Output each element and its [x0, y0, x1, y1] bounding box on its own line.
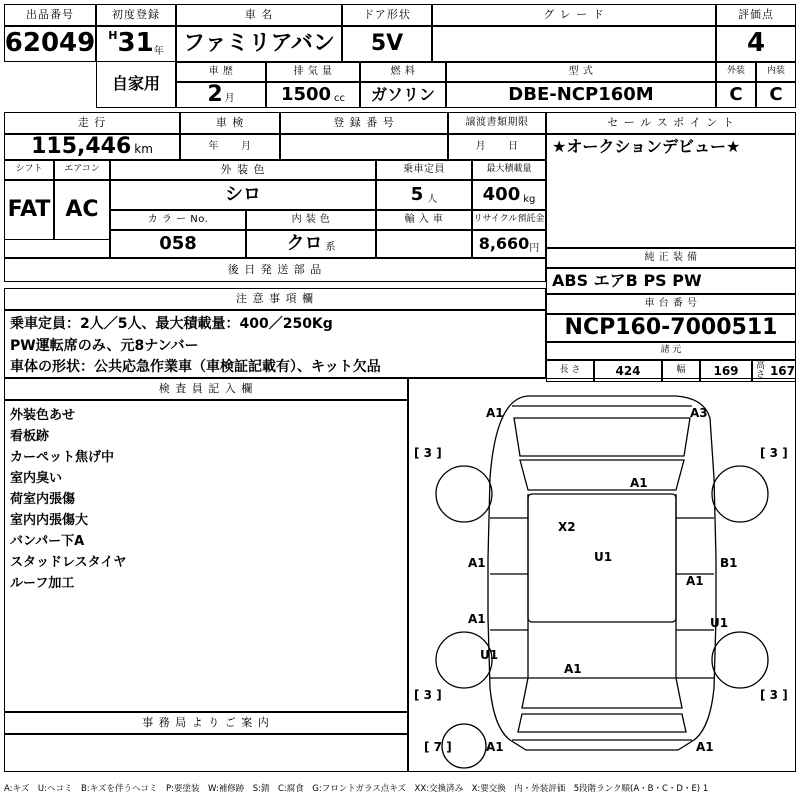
- era-code: H: [108, 29, 118, 42]
- damage-mark: [ 3 ]: [414, 446, 442, 460]
- grade-label: グ レ ー ド: [432, 4, 716, 26]
- inspector-line: 室内臭い: [10, 471, 63, 487]
- office-notice-title: 事 務 局 よ り ご 案 内: [4, 712, 408, 734]
- displacement-value: 1500 cc: [266, 82, 360, 108]
- damage-mark: A3: [690, 406, 708, 420]
- damage-mark: A1: [468, 612, 486, 626]
- exterior-color-label: 外 装 色: [110, 160, 376, 180]
- mileage-value: 115,446 km: [4, 134, 180, 160]
- notes-body: [4, 310, 546, 378]
- exterior-color-value: シロ: [110, 180, 376, 210]
- inspector-line: 外装色あせ: [10, 408, 76, 423]
- height-cell: 高 さ 167: [752, 360, 796, 382]
- damage-mark: U1: [480, 648, 499, 662]
- width-value: 169: [700, 360, 752, 382]
- door-shape-value: 5V: [342, 26, 432, 62]
- car-outline-svg: [408, 378, 796, 772]
- displacement-label: 排 気 量: [266, 62, 360, 82]
- ac-label: エアコン: [54, 160, 110, 180]
- fuel-value: ガソリン: [360, 82, 446, 108]
- shaken-value: [180, 134, 280, 160]
- transfer-day-unit: 日: [508, 140, 519, 152]
- car-damage-diagram: [408, 378, 796, 772]
- usage-value: 自家用: [96, 62, 176, 108]
- load-unit: kg: [523, 193, 536, 205]
- color-number-value: 058: [110, 230, 246, 258]
- seats-unit: 人: [427, 193, 438, 205]
- shift-value: FAT: [4, 180, 54, 240]
- chassis-number-label: 車 台 番 号: [546, 294, 796, 314]
- shaken-month-unit: 月: [241, 140, 252, 152]
- ac-value: AC: [54, 180, 110, 240]
- seats-value: 5 人: [376, 180, 472, 210]
- first-registration-label: 初度登録: [96, 4, 176, 26]
- model-code-label: 型 式: [446, 62, 716, 82]
- max-load-value: 400 kg: [472, 180, 546, 210]
- factory-equipment-text: ABS エアB PS PW: [546, 268, 796, 294]
- damage-mark: [ 3 ]: [414, 688, 442, 702]
- exterior-grade-value: C: [716, 82, 756, 108]
- recycle-fee-label: リサイクル預託金: [472, 210, 546, 230]
- damage-mark: A1: [468, 556, 486, 570]
- damage-mark: A1: [486, 740, 504, 754]
- damage-mark: B1: [720, 556, 738, 570]
- shift-label: シフト: [4, 160, 54, 180]
- car-history-value: 2 月: [176, 82, 266, 108]
- history-unit: 月: [224, 92, 235, 104]
- damage-mark: A1: [630, 476, 648, 490]
- first-registration-value: H 31 年: [96, 26, 176, 62]
- damage-mark: A1: [564, 662, 582, 676]
- width-label: 幅: [662, 360, 700, 382]
- shift-ac-filler: [4, 240, 110, 258]
- mileage-label: 走 行: [4, 112, 180, 134]
- notes-title: 注 意 事 項 欄: [4, 288, 546, 310]
- inspector-line: ルーフ加工: [10, 576, 75, 592]
- interior-color-value: クロ 系: [246, 230, 376, 258]
- note-line: PW運転席のみ、元8ナンバー: [10, 337, 199, 354]
- damage-mark: A1: [486, 406, 504, 420]
- inspector-line: スタッドレスタイヤ: [10, 555, 127, 571]
- interior-color-suffix: 系: [325, 241, 336, 253]
- registration-number-label: 登 録 番 号: [280, 112, 448, 134]
- note-line: 車体の形状：公共応急作業車（車検証記載有）、キット欠品: [10, 359, 381, 376]
- length-label: 長 さ: [546, 360, 594, 382]
- damage-mark: U1: [710, 616, 729, 630]
- damage-mark: A1: [686, 574, 704, 588]
- seats-label: 乗車定員: [376, 160, 472, 180]
- grade-value: [432, 26, 716, 62]
- shaken-label: 車 検: [180, 112, 280, 134]
- shaken-year-unit: 年: [208, 140, 219, 152]
- max-load-label: 最大積載量: [472, 160, 546, 180]
- car-history-label: 車 歴: [176, 62, 266, 82]
- registration-number-value: [280, 134, 448, 160]
- score-label: 評価点: [716, 4, 796, 26]
- legend-text: A:キズ U:ヘコミ B:キズを伴うヘコミ P:要塗装 W:補修跡 S:錆 C:腐食 G:フロントガラス点キズ XX:交換済み X:要交換 内・外装評価 5段階ランク順(A・B・C・D・E) 1: [4, 784, 709, 794]
- mileage-unit: km: [134, 142, 153, 157]
- color-number-label: カ ラ ー No.: [110, 210, 246, 230]
- inspector-line: バンパー下A: [10, 534, 85, 550]
- transfer-month-unit: 月: [475, 140, 486, 152]
- door-shape-label: ドア形状: [342, 4, 432, 26]
- factory-equipment-label: 純 正 装 備: [546, 248, 796, 268]
- inspector-line: カーペット焦げ中: [10, 450, 115, 466]
- lot-number-value: 62049: [4, 26, 96, 62]
- model-code-value: DBE-NCP160M: [446, 82, 716, 108]
- sales-point-text: ★オークションデビュー★: [546, 134, 796, 248]
- inspector-line: 看板跡: [10, 429, 50, 445]
- year-unit: 年: [153, 45, 164, 57]
- damage-mark: X2: [558, 520, 576, 534]
- import-value: [376, 230, 472, 258]
- inspector-body: [4, 400, 408, 712]
- inspector-line: 荷室内張傷: [10, 492, 76, 508]
- damage-mark: [ 7 ]: [424, 740, 452, 754]
- damage-mark: A1: [696, 740, 714, 754]
- score-value: 4: [716, 26, 796, 62]
- damage-mark: [ 3 ]: [760, 446, 788, 460]
- transfer-deadline-value: [448, 134, 546, 160]
- car-name-value: ファミリアバン: [176, 26, 342, 62]
- transfer-deadline-label: 譲渡書類期限: [448, 112, 546, 134]
- height-label: 高 さ: [755, 360, 765, 380]
- inspector-line: 室内内張傷大: [10, 513, 89, 529]
- inspector-title: 検 査 員 記 入 欄: [4, 378, 408, 400]
- recycle-unit: 円: [529, 242, 540, 254]
- interior-grade-label: 内装: [756, 62, 796, 82]
- length-value: 424: [594, 360, 662, 382]
- lot-number-label: 出品番号: [4, 4, 96, 26]
- fuel-label: 燃 料: [360, 62, 446, 82]
- note-line: 乗車定員：2人／5人、最大積載量：400／250Kg: [10, 316, 333, 332]
- import-label: 輸 入 車: [376, 210, 472, 230]
- interior-grade-value: C: [756, 82, 796, 108]
- dimensions-label: 諸 元: [546, 342, 796, 360]
- sales-point-label: セ ー ル ス ポ イ ン ト: [546, 112, 796, 134]
- later-shipping-parts-label: 後 日 発 送 部 品: [4, 258, 546, 282]
- chassis-number-value: NCP160-7000511: [546, 314, 796, 342]
- displacement-unit: cc: [334, 92, 346, 104]
- recycle-fee-value: 8,660 円: [472, 230, 546, 258]
- interior-color-label: 内 装 色: [246, 210, 376, 230]
- car-name-label: 車 名: [176, 4, 342, 26]
- office-notice-body: [4, 734, 408, 772]
- damage-mark: [ 3 ]: [760, 688, 788, 702]
- exterior-grade-label: 外装: [716, 62, 756, 82]
- damage-mark: U1: [594, 550, 613, 564]
